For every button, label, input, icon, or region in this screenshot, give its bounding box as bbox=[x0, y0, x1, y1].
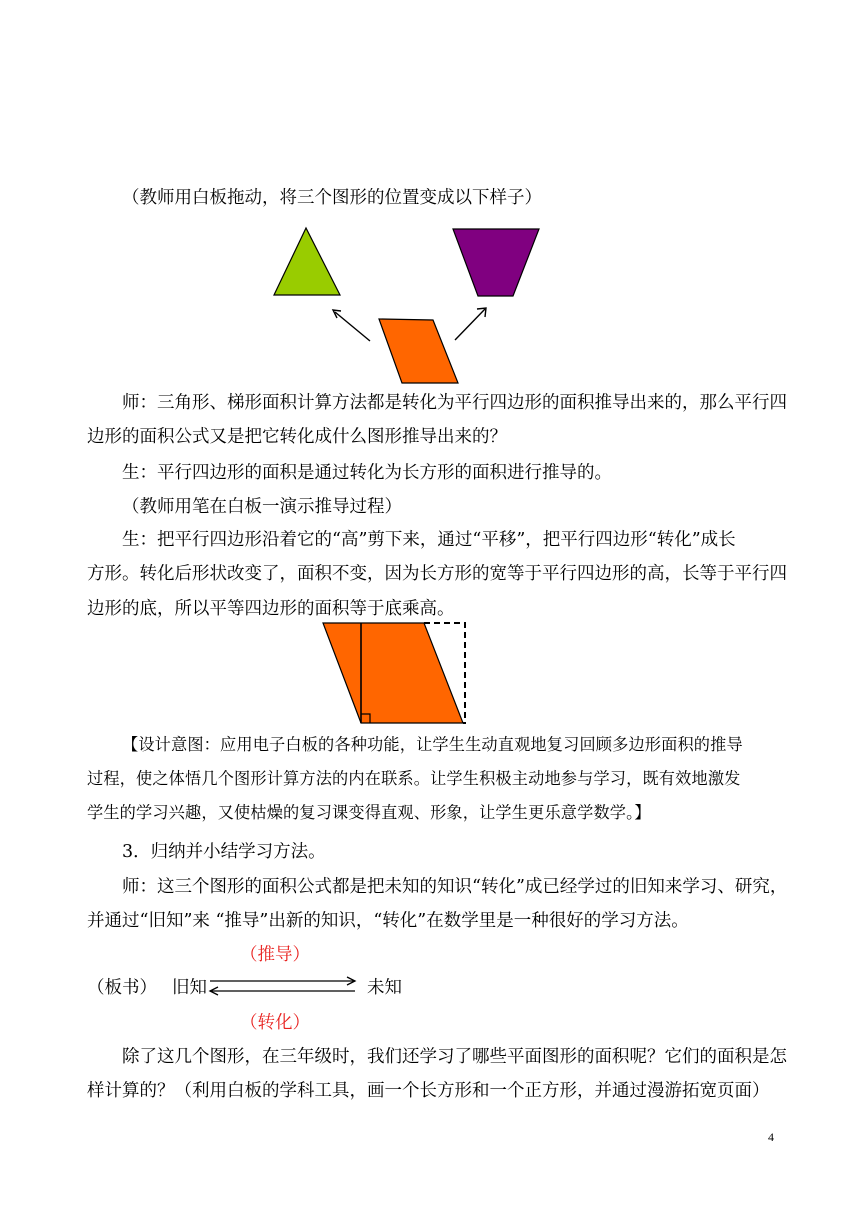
text-line-question-2: 样计算的？（利用白板的学科工具，画一个长方形和一个正方形，并通过漫游拓宽页面） bbox=[87, 1081, 770, 1101]
section-heading-summary: 3．归纳并小结学习方法。 bbox=[122, 842, 326, 862]
text-line-student-explain-3: 边形的底，所以平等四边形的面积等于底乘高。 bbox=[87, 599, 455, 619]
text-line-teacher-summary-2: 并通过“旧知”来 “推导”出新的知识，“转化”在数学里是一种很好的学习方法。 bbox=[87, 911, 689, 931]
text-line-teacher-summary-1: 师：这三个图形的面积公式都是把未知的知识“转化”成已经学过的旧知来学习、研究， bbox=[122, 877, 788, 897]
text-line-teacher-question-2: 边形的面积公式又是把它转化成什么图形推导出来的？ bbox=[87, 427, 507, 447]
board-label-transform: （转化） bbox=[240, 1013, 310, 1033]
design-intent-line-2: 过程，使之体悟几个图形计算方法的内在联系。让学生积极主动地参与学习，既有效地激发 bbox=[87, 769, 741, 788]
text-line-teacher-question-1: 师：三角形、梯形面积计算方法都是转化为平行四边形的面积推导出来的，那么平行四 bbox=[122, 393, 787, 413]
page-number: 4 bbox=[768, 1130, 774, 1144]
text-line-question-1: 除了这几个图形，在三年级时，我们还学习了哪些平面图形的面积呢？它们的面积是怎 bbox=[122, 1047, 787, 1067]
text-line-student-explain-2: 方形。转化后形状改变了，面积不变，因为长方形的宽等于平行四边形的高，长等于平行四 bbox=[87, 564, 787, 584]
design-intent-line-1: 【设计意图：应用电子白板的各种功能，让学生生动直观地复习回顾多边形面积的推导 bbox=[122, 735, 743, 754]
text-line-teacher-drag: （教师用白板拖动，将三个图形的位置变成以下样子） bbox=[122, 188, 542, 208]
arrow-left-icon bbox=[210, 987, 355, 995]
board-unknown: 未知 bbox=[367, 978, 402, 998]
board-label-derive: （推导） bbox=[240, 945, 310, 965]
design-intent-line-3: 学生的学习兴趣，又使枯燥的复习课变得直观、形象，让学生更乐意学数学。】 bbox=[87, 803, 651, 822]
arrow-right-icon bbox=[210, 977, 355, 985]
board-known: 旧知 bbox=[172, 978, 207, 998]
board-prefix: （板书） bbox=[87, 978, 157, 998]
text-line-student-answer: 生：平行四边形的面积是通过转化为长方形的面积进行推导的。 bbox=[122, 463, 612, 483]
text-line-student-explain-1: 生：把平行四边形沿着它的“高”剪下来，通过“平移”，把平行四边形“转化”成长 bbox=[122, 530, 736, 550]
text-line-teacher-demo: （教师用笔在白板一演示推导过程） bbox=[122, 497, 402, 517]
